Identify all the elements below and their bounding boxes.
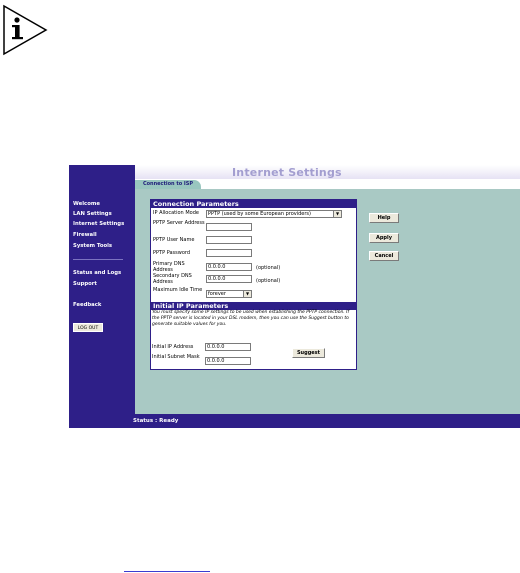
cancel-button[interactable]: Cancel (369, 251, 399, 261)
tab-connection-to-isp[interactable]: Connection to ISP (135, 180, 201, 189)
sidebar-item-firewall[interactable]: Firewall (73, 232, 97, 238)
tab-bar (135, 179, 520, 189)
sidebar-item-support[interactable]: Support (73, 281, 97, 287)
help-button[interactable]: Help (369, 213, 399, 223)
initial-ip-note: You must specify some IP settings to be used when establishing the PPTP connection. If the PPTP server is located in your DSL modem, then you can use the Suggest button to generate suitable values for you. (152, 310, 350, 327)
ip-allocation-value: PPTP (used by some European providers) (208, 211, 311, 217)
idle-time-select[interactable] (206, 290, 252, 298)
sidebar-item-internet-settings[interactable]: Internet Settings (73, 221, 125, 227)
sidebar-divider (73, 259, 123, 260)
initial-ip-address-label: Initial IP Address (152, 344, 194, 350)
footer-link-underline (124, 571, 210, 572)
chevron-down-icon: ▼ (333, 211, 341, 217)
status-bar: Status : Ready (69, 414, 520, 428)
header-banner (135, 165, 520, 179)
page-title: Internet Settings (232, 166, 342, 179)
sidebar-item-lan-settings[interactable]: LAN Settings (73, 211, 112, 217)
secondary-dns-optional: (optional) (256, 278, 281, 284)
initial-subnet-mask-input[interactable] (205, 357, 251, 365)
sidebar-item-status-and-logs[interactable]: Status and Logs (73, 270, 122, 276)
logout-button[interactable]: LOG OUT (73, 323, 103, 332)
connection-parameters-heading: Connection Parameters (151, 200, 356, 208)
apply-button[interactable]: Apply (369, 233, 399, 243)
initial-ip-address-input[interactable] (205, 343, 251, 351)
info-icon (2, 4, 48, 56)
primary-dns-input[interactable] (206, 263, 252, 271)
initial-ip-section (151, 310, 356, 368)
chevron-down-icon: ▼ (243, 291, 251, 297)
secondary-dns-input[interactable] (206, 275, 252, 283)
ip-allocation-select[interactable] (206, 210, 342, 218)
primary-dns-optional: (optional) (256, 265, 281, 271)
idle-time-label: Maximum Idle Time (153, 287, 203, 293)
primary-dns-label: Primary DNS Address (153, 261, 185, 273)
pptp-password-input[interactable] (206, 249, 252, 257)
pptp-password-label: PPTP Password (153, 250, 191, 256)
idle-time-value: forever (208, 291, 226, 297)
sidebar-item-system-tools[interactable]: System Tools (73, 243, 113, 249)
pptp-user-input[interactable] (206, 236, 252, 244)
pptp-user-label: PPTP User Name (153, 237, 195, 243)
ip-allocation-label: IP Allocation Mode (153, 210, 199, 216)
router-screen (69, 165, 520, 428)
initial-ip-parameters-heading: Initial IP Parameters (151, 302, 356, 310)
sidebar-item-welcome[interactable]: Welcome (73, 201, 100, 207)
pptp-server-label: PPTP Server Address (153, 220, 205, 226)
secondary-dns-label: Secondary DNS Address (153, 273, 192, 285)
sidebar-item-feedback[interactable]: Feedback (73, 302, 102, 308)
pptp-server-input[interactable] (206, 223, 252, 231)
initial-subnet-mask-label: Initial Subnet Mask (152, 354, 200, 360)
sidebar (69, 165, 135, 414)
suggest-button[interactable]: Suggest (292, 348, 325, 358)
